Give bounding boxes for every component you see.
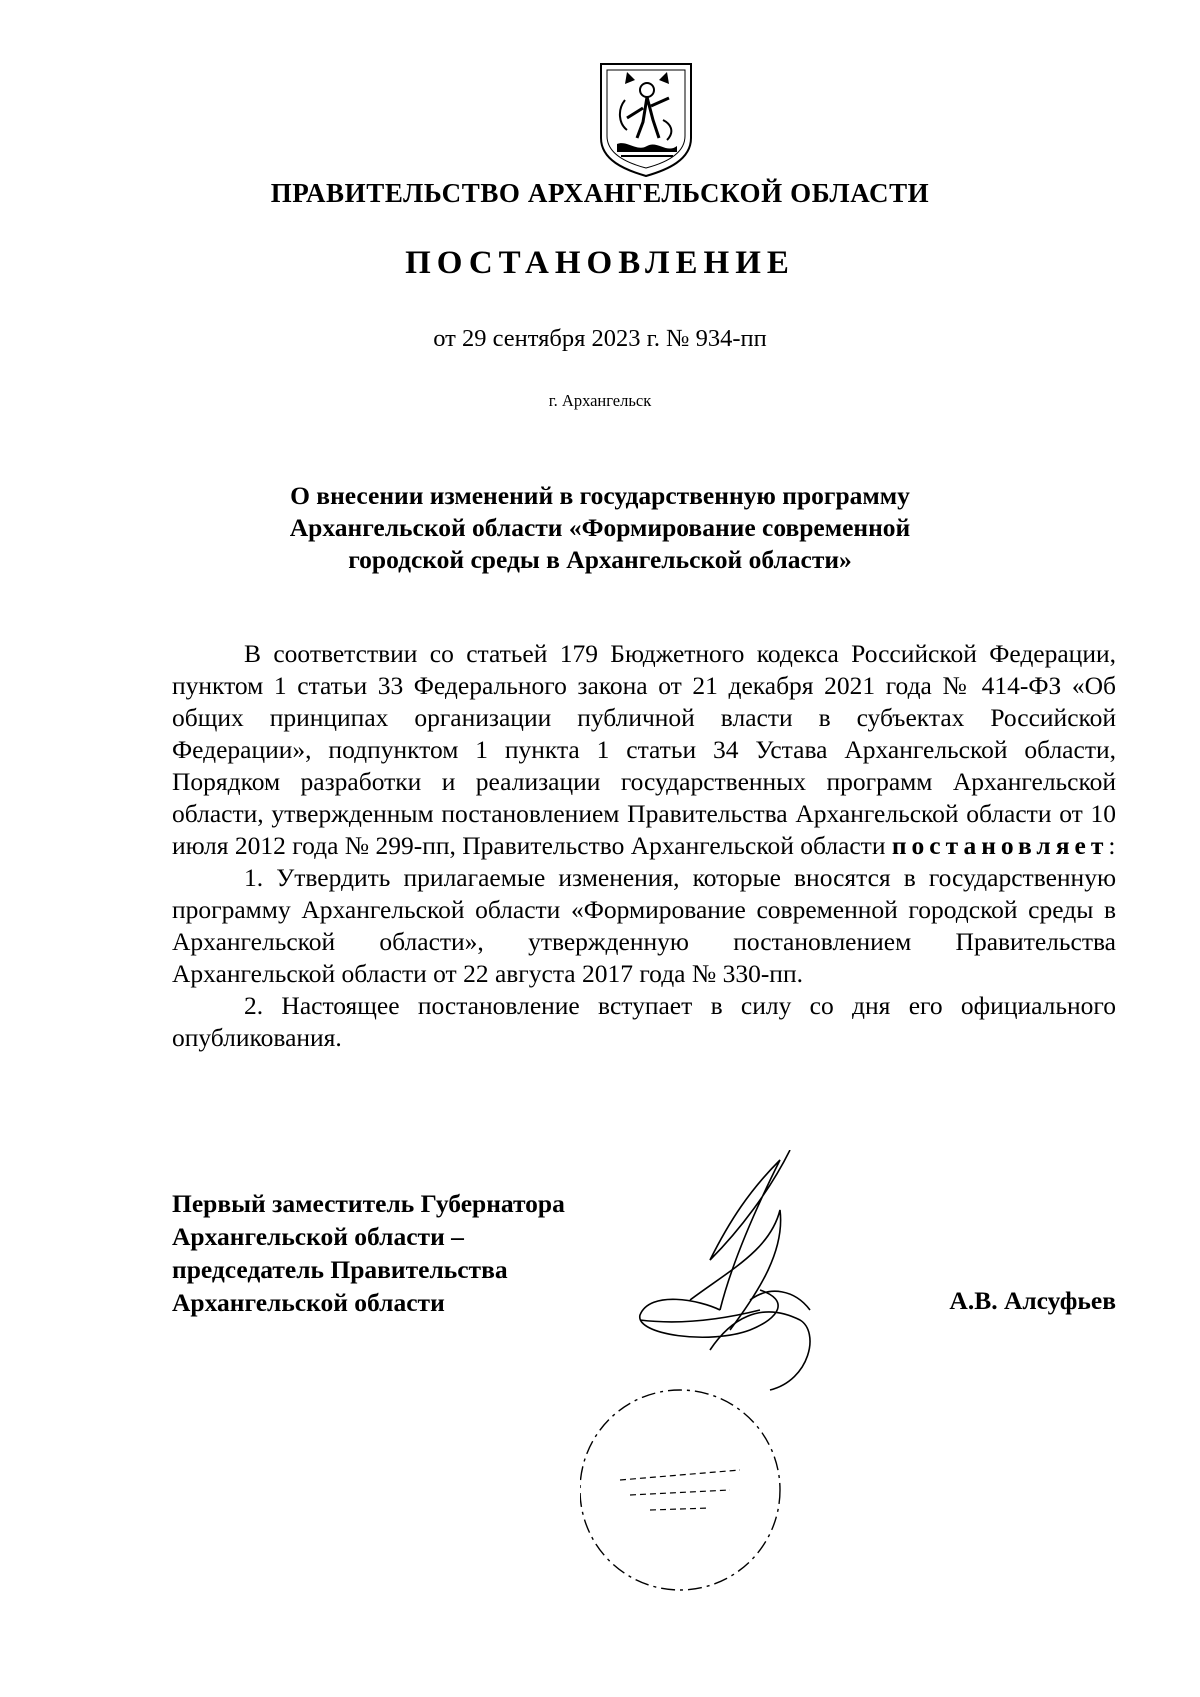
position-line: Архангельской области –: [172, 1222, 464, 1251]
title-line: Архангельской области «Формирование современной: [289, 513, 911, 542]
preamble-text: В соответствии со статьей 179 Бюджетного кодекса Российской Федерации, пунктом 1 статьи 33 Федерального закона от 21 декабря 2021 года № 414-ФЗ «Об общих принципах организации публичной власти в субъектах Российской Федерации», подпунктом 1 пункта 1 статьи 34 Устава Архангельской области, Порядком разработки и реализации государственных программ Архангельской области, утвержденным постановлением Правительства Архангельской области от 10 июля 2012 года № 299-пп, Правительство Архангельской области: [172, 639, 1116, 860]
organization-name: ПРАВИТЕЛЬСТВО АРХАНГЕЛЬСКОЙ ОБЛАСТИ: [270, 178, 930, 208]
resolves-keyword: постановляет: [891, 831, 1109, 860]
document-body: [172, 638, 1116, 1054]
title-line: О внесении изменений в государственную программу: [290, 481, 910, 510]
position-line: Архангельской области: [172, 1288, 445, 1317]
coat-of-arms-emblem: [597, 60, 695, 178]
document-date-number: от 29 сентября 2023 г. № 934-пп: [433, 325, 767, 352]
document-title: [240, 480, 960, 576]
signatory-name: А.В. Алсуфьев: [949, 1286, 1116, 1315]
item-2-paragraph: 2. Настоящее постановление вступает в силу со дня его официального опубликования.: [172, 991, 1116, 1052]
preamble-paragraph: [172, 638, 1116, 862]
item-1-paragraph: 1. Утвердить прилагаемые изменения, которые вносятся в государственную программу Архангельской области «Формирование современной городской среды в Архангельской области», утвержденную постановлением Правительства Архангельской области от 22 августа 2017 года № 330-пп.: [172, 863, 1116, 988]
position-line: председатель Правительства: [172, 1255, 508, 1284]
title-line: городской среды в Архангельской области»: [348, 545, 852, 574]
handwritten-signature-and-stamp: [580, 1150, 880, 1620]
resolves-suffix: :: [1108, 831, 1116, 860]
document-city: г. Архангельск: [548, 391, 652, 410]
position-line: Первый заместитель Губернатора: [172, 1189, 565, 1218]
document-type: ПОСТАНОВЛЕНИЕ: [405, 245, 795, 281]
